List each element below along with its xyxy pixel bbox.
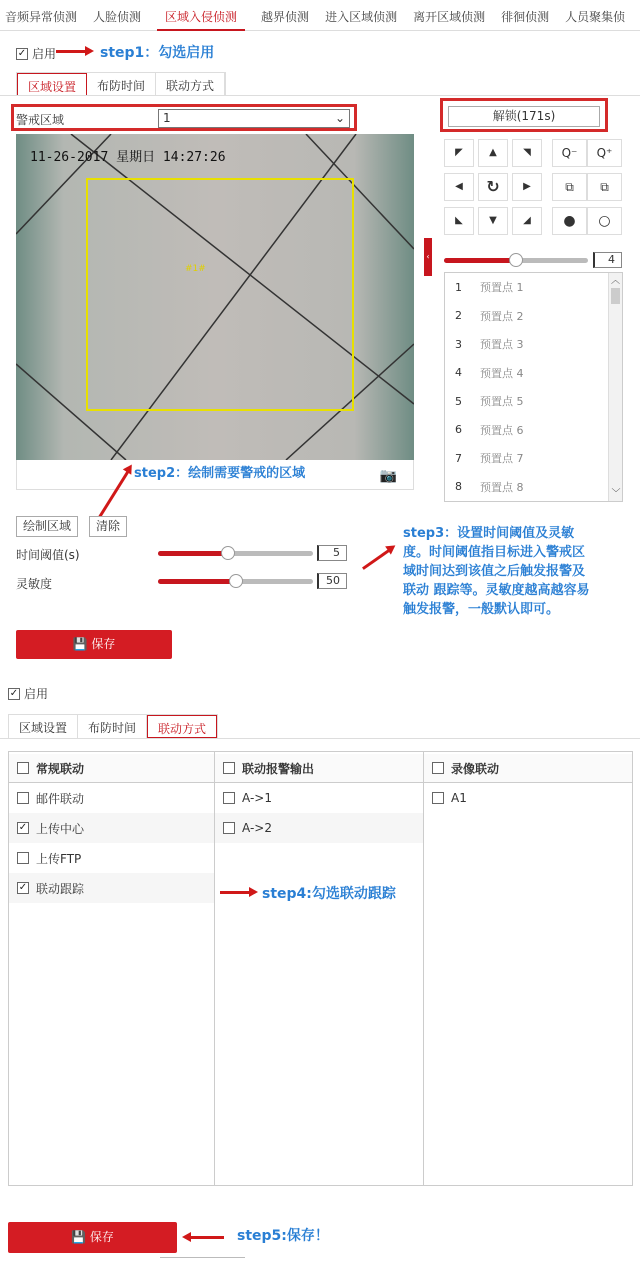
- draw-region-button[interactable]: 绘制区域: [16, 516, 78, 537]
- tab-exit-region[interactable]: 离开区域侦测: [413, 10, 486, 24]
- focus-near-icon[interactable]: ⧉: [552, 173, 587, 201]
- tab-face[interactable]: 人脸侦测: [93, 10, 142, 24]
- arrow-icon: [362, 549, 390, 570]
- preset-name: 预置点 5: [480, 395, 524, 409]
- step3-annotation: step3：设置时间阈值及灵敏度。时间阈值指目标进入警戒区域时间达到该值之后触发报警及联动 跟踪等。灵敏度越高越容易触发报警，一般默认即可。: [403, 526, 590, 617]
- linkage-checkbox[interactable]: [17, 852, 29, 864]
- auto-scan-button[interactable]: ↻: [478, 173, 508, 201]
- column-header-label: 常规联动: [36, 761, 85, 776]
- linkage-label: 邮件联动: [36, 791, 85, 806]
- preset-item[interactable]: [445, 473, 622, 502]
- linkage-label: A->1: [242, 791, 272, 805]
- pan-left-button[interactable]: ◀: [444, 173, 474, 201]
- linkage-item[interactable]: [215, 783, 423, 813]
- preset-name: 预置点 3: [480, 338, 524, 352]
- pan-down-left-button[interactable]: ◣: [444, 207, 474, 235]
- ptz-lens-controls: [552, 139, 622, 235]
- camera-icon[interactable]: 📷: [379, 468, 397, 484]
- preset-item[interactable]: [445, 273, 622, 302]
- time-threshold-label: 时间阈值(s): [16, 548, 80, 562]
- clear-button[interactable]: 清除: [89, 516, 127, 537]
- preset-number: 7: [455, 451, 462, 465]
- slider-thumb[interactable]: [229, 574, 243, 588]
- preset-name: 预置点 2: [480, 309, 524, 323]
- pan-right-button[interactable]: ▶: [512, 173, 542, 201]
- preset-list: [444, 272, 623, 502]
- enable-row: [8, 685, 48, 702]
- zoom-out-icon[interactable]: Q⁻: [552, 139, 587, 167]
- arrow-head-icon: [182, 1232, 191, 1242]
- region-label: #1#: [185, 264, 206, 274]
- linkage-label: 联动跟踪: [36, 881, 85, 896]
- subtab-area[interactable]: 区域设置: [17, 73, 87, 96]
- sensitivity-label: 灵敏度: [16, 577, 53, 591]
- sub-tabs: [16, 72, 226, 96]
- scroll-down-icon[interactable]: ﹀: [611, 489, 621, 499]
- column-header-label: 录像联动: [451, 761, 500, 776]
- tab-audio[interactable]: 音频异常侦测: [5, 10, 78, 24]
- select-all-checkbox[interactable]: [432, 762, 444, 774]
- slider-fill: [444, 258, 516, 263]
- save-button[interactable]: [16, 630, 172, 659]
- ptz-direction-pad: [444, 139, 546, 235]
- preset-item[interactable]: [445, 416, 622, 445]
- arrow-icon: [220, 891, 250, 894]
- preset-number: 5: [455, 394, 462, 408]
- pan-up-left-button[interactable]: ◤: [444, 139, 474, 167]
- sensitivity-value[interactable]: 50: [317, 573, 347, 589]
- time-threshold-value[interactable]: 5: [317, 545, 347, 561]
- enable-checkbox[interactable]: ✓: [9, 687, 19, 699]
- time-threshold-slider[interactable]: [158, 551, 313, 556]
- linkage-column: [424, 752, 632, 1185]
- preset-name: 预置点 8: [480, 480, 524, 494]
- arrow-icon: [56, 50, 86, 53]
- linkage-table: [8, 751, 633, 1186]
- slider-thumb[interactable]: [509, 253, 523, 267]
- divider: [0, 95, 640, 96]
- preset-item[interactable]: [445, 444, 622, 473]
- scroll-up-icon[interactable]: ︿: [610, 276, 620, 286]
- preset-item[interactable]: [445, 359, 622, 388]
- step5-annotation: step5:保存！: [237, 1228, 329, 1244]
- enable-row: [16, 45, 56, 62]
- subtab-linkage[interactable]: 联动方式: [156, 73, 225, 96]
- ptz-speed-slider[interactable]: [444, 258, 588, 263]
- ptz-speed-value[interactable]: 4: [593, 252, 622, 268]
- step2-annotation: step2：绘制需要警戒的区域: [134, 466, 306, 481]
- iris-close-icon[interactable]: ○: [587, 207, 622, 235]
- linkage-item[interactable]: [215, 813, 423, 843]
- chevron-down-icon: ⌄: [334, 111, 345, 125]
- unlock-button[interactable]: 解锁(171s): [448, 106, 600, 127]
- zone-select-value: 1: [163, 111, 171, 125]
- column-header: [424, 754, 632, 783]
- linkage-checkbox[interactable]: [223, 822, 235, 834]
- sensitivity-slider[interactable]: [158, 579, 313, 584]
- preset-number: 3: [455, 337, 462, 351]
- subtab-schedule[interactable]: 布防时间: [78, 715, 147, 738]
- linkage-checkbox[interactable]: [432, 792, 444, 804]
- subtab-linkage[interactable]: 联动方式: [147, 715, 217, 738]
- slider-thumb[interactable]: [221, 546, 235, 560]
- linkage-checkbox[interactable]: ✓: [18, 882, 28, 893]
- zoom-in-icon[interactable]: Q⁺: [587, 139, 622, 167]
- linkage-label: A->2: [242, 821, 272, 835]
- linkage-column: [9, 752, 215, 1185]
- preset-item[interactable]: [445, 387, 622, 416]
- scrollbar[interactable]: [608, 273, 622, 501]
- zone-label: 警戒区域: [16, 113, 65, 127]
- scrollbar-thumb[interactable]: [611, 288, 620, 304]
- preset-name: 预置点 4: [480, 366, 524, 380]
- step4-annotation: step4:勾选联动跟踪: [262, 886, 396, 902]
- slider-fill: [158, 579, 236, 584]
- linkage-item[interactable]: [9, 783, 214, 813]
- linkage-item[interactable]: [9, 813, 214, 843]
- collapse-panel-button[interactable]: ‹: [424, 238, 432, 276]
- linkage-item[interactable]: [9, 843, 214, 873]
- pan-up-right-button[interactable]: ◥: [512, 139, 542, 167]
- slider-fill: [158, 551, 228, 556]
- preset-number: 8: [455, 480, 462, 494]
- arrow-icon: [188, 1236, 224, 1239]
- linkage-checkbox[interactable]: [17, 792, 29, 804]
- subtab-area[interactable]: 区域设置: [9, 715, 78, 738]
- linkage-label: 上传FTP: [36, 851, 82, 866]
- linkage-label: 上传中心: [36, 821, 85, 836]
- pan-up-button[interactable]: ▲: [478, 139, 508, 167]
- sub-tabs: [8, 714, 218, 738]
- save-button[interactable]: [8, 1222, 177, 1253]
- linkage-checkbox[interactable]: ✓: [18, 822, 28, 833]
- pan-down-button[interactable]: ▼: [478, 207, 508, 235]
- video-preview[interactable]: [16, 134, 414, 460]
- top-tabs: [0, 0, 640, 31]
- enable-label: 启用: [24, 687, 49, 701]
- column-header: [215, 754, 423, 783]
- linkage-item[interactable]: [9, 873, 214, 903]
- linkage-checkbox[interactable]: [223, 792, 235, 804]
- preset-number: 1: [455, 280, 462, 294]
- preset-name: 预置点 1: [480, 281, 524, 295]
- divider: [160, 1257, 245, 1258]
- enable-label: 启用: [32, 47, 57, 61]
- preset-number: 2: [455, 309, 462, 323]
- divider: [0, 738, 640, 739]
- preset-item[interactable]: [445, 302, 622, 331]
- preset-number: 4: [455, 366, 462, 380]
- preset-item[interactable]: [445, 330, 622, 359]
- video-timestamp: 11-26-2017 星期日 14:27:26: [30, 150, 226, 165]
- tab-loitering[interactable]: 徘徊侦测: [501, 10, 550, 24]
- save-label: 保存: [89, 1230, 114, 1244]
- video-toolbar: [16, 460, 414, 490]
- select-all-checkbox[interactable]: [17, 762, 29, 774]
- linkage-column: [215, 752, 424, 1185]
- preset-number: 6: [455, 423, 462, 437]
- tab-gathering[interactable]: 人员聚集侦: [565, 10, 626, 24]
- zone-select[interactable]: [158, 109, 350, 128]
- preset-name: 预置点 7: [480, 452, 524, 466]
- tab-intrusion[interactable]: 区域入侵侦测: [157, 0, 245, 31]
- alert-region[interactable]: [86, 178, 354, 411]
- subtab-schedule[interactable]: 布防时间: [87, 73, 156, 96]
- linkage-label: A1: [451, 791, 467, 805]
- save-label: 保存: [91, 637, 116, 651]
- focus-far-icon[interactable]: ⧉: [587, 173, 622, 201]
- linkage-item[interactable]: [424, 783, 632, 813]
- column-header-label: 联动报警输出: [242, 761, 315, 776]
- enable-checkbox[interactable]: ✓: [17, 47, 27, 59]
- tab-enter-region[interactable]: 进入区域侦测: [325, 10, 398, 24]
- save-icon: 💾: [72, 637, 88, 651]
- iris-open-icon[interactable]: ●: [552, 207, 587, 235]
- save-icon: 💾: [71, 1230, 87, 1244]
- pan-down-right-button[interactable]: ◢: [512, 207, 542, 235]
- column-header: [9, 754, 214, 783]
- tab-line-crossing[interactable]: 越界侦测: [261, 10, 310, 24]
- select-all-checkbox[interactable]: [223, 762, 235, 774]
- preset-name: 预置点 6: [480, 423, 524, 437]
- step1-annotation: step1：勾选启用: [100, 45, 215, 61]
